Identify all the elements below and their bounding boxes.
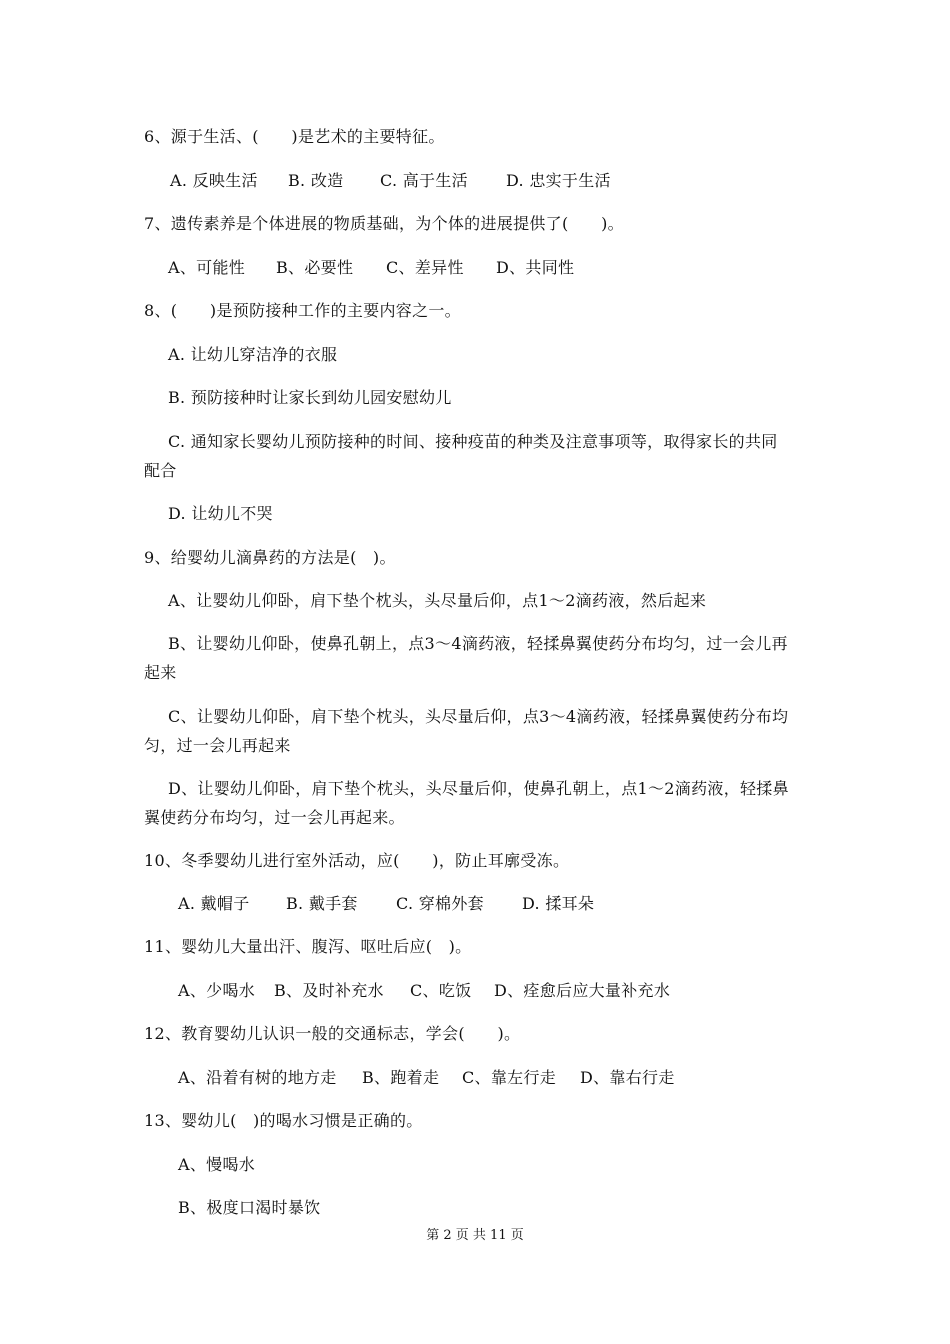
question-13-option-a: A、慢喝水 bbox=[178, 1155, 256, 1174]
option-b: B、及时补充水 bbox=[274, 981, 384, 1000]
question-12-stem: 12、教育婴幼儿认识一般的交通标志，学会( )。 bbox=[144, 1024, 521, 1043]
option-b: B、跑着走 bbox=[362, 1068, 440, 1087]
question-11-stem: 11、婴幼儿大量出汗、腹泻、呕吐后应( )。 bbox=[144, 937, 472, 956]
question-8-option-d: D. 让幼儿不哭 bbox=[168, 504, 273, 523]
question-9-option-b-line2: 起来 bbox=[144, 663, 177, 682]
question-13-stem: 13、婴幼儿( )的喝水习惯是正确的。 bbox=[144, 1111, 423, 1130]
question-8-option-a: A. 让幼儿穿洁净的衣服 bbox=[168, 345, 338, 364]
question-9-option-d-line2: 翼使药分布均匀，过一会儿再起来。 bbox=[144, 808, 405, 827]
option-c: C. 穿棉外套 bbox=[396, 894, 484, 913]
option-b: B. 戴手套 bbox=[286, 894, 358, 913]
question-10-stem: 10、冬季婴幼儿进行室外活动，应( )，防止耳廓受冻。 bbox=[144, 851, 570, 870]
option-b: B、必要性 bbox=[276, 258, 354, 277]
option-d: D、共同性 bbox=[496, 258, 575, 277]
option-d: D. 揉耳朵 bbox=[522, 894, 595, 913]
option-d: D、靠右行走 bbox=[580, 1068, 675, 1087]
question-9-option-c-line2: 匀，过一会儿再起来 bbox=[144, 736, 291, 755]
question-9-option-c-line1: C、让婴幼儿仰卧，肩下垫个枕头，头尽量后仰，点3～4滴药液，轻揉鼻翼使药分布均 bbox=[168, 707, 789, 726]
option-b: B. 改造 bbox=[288, 171, 344, 190]
option-a: A. 反映生活 bbox=[170, 171, 258, 190]
question-8-stem: 8、( )是预防接种工作的主要内容之一。 bbox=[144, 301, 461, 320]
option-c: C、差异性 bbox=[386, 258, 464, 277]
question-12-options bbox=[178, 1068, 675, 1088]
question-13-option-b: B、极度口渴时暴饮 bbox=[178, 1198, 321, 1217]
option-d: D、痊愈后应大量补充水 bbox=[494, 981, 671, 1000]
option-a: A. 戴帽子 bbox=[178, 894, 250, 913]
question-7-options bbox=[168, 258, 574, 278]
question-11-options bbox=[178, 981, 670, 1001]
question-9-option-a: A、让婴幼儿仰卧，肩下垫个枕头，头尽量后仰，点1～2滴药液，然后起来 bbox=[168, 591, 707, 610]
option-a: A、少喝水 bbox=[178, 981, 256, 1000]
question-8-option-c-line2: 配合 bbox=[144, 461, 177, 480]
option-c: C、靠左行走 bbox=[462, 1068, 557, 1087]
question-8-option-b: B. 预防接种时让家长到幼儿园安慰幼儿 bbox=[168, 388, 452, 407]
option-c: C、吃饭 bbox=[410, 981, 472, 1000]
option-d: D. 忠实于生活 bbox=[506, 171, 611, 190]
question-6-stem: 6、源于生活、( )是艺术的主要特征。 bbox=[144, 127, 445, 146]
question-6-options bbox=[170, 171, 611, 191]
option-c: C. 高于生活 bbox=[380, 171, 468, 190]
question-7-stem: 7、遗传素养是个体进展的物质基础，为个体的进展提供了( )。 bbox=[144, 214, 624, 233]
page-number-footer: 第 2 页 共 11 页 bbox=[426, 1228, 524, 1243]
question-9-option-d-line1: D、让婴幼儿仰卧，肩下垫个枕头，头尽量后仰，使鼻孔朝上，点1～2滴药液，轻揉鼻 bbox=[168, 779, 789, 798]
question-9-stem: 9、给婴幼儿滴鼻药的方法是( )。 bbox=[144, 548, 396, 567]
option-a: A、沿着有树的地方走 bbox=[178, 1068, 337, 1087]
question-8-option-c-line1: C. 通知家长婴幼儿预防接种的时间、接种疫苗的种类及注意事项等，取得家长的共同 bbox=[168, 432, 778, 451]
question-10-options bbox=[178, 894, 594, 914]
option-a: A、可能性 bbox=[168, 258, 246, 277]
question-9-option-b-line1: B、让婴幼儿仰卧，使鼻孔朝上，点3～4滴药液，轻揉鼻翼使药分布均匀，过一会儿再 bbox=[168, 634, 788, 653]
